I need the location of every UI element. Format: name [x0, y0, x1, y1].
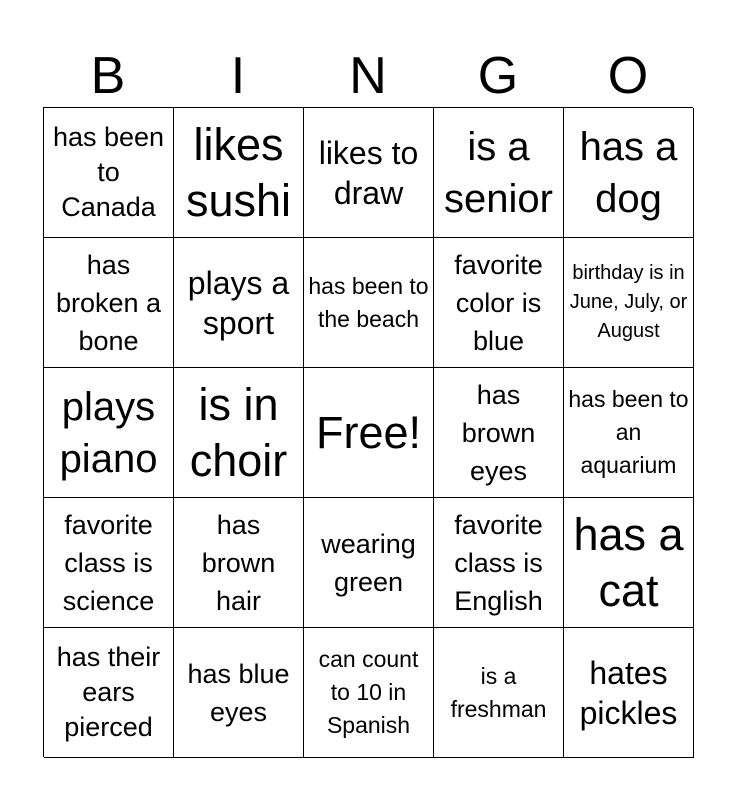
bingo-cell[interactable]: [304, 628, 434, 758]
bingo-cell[interactable]: [434, 368, 564, 498]
bingo-cell[interactable]: [174, 498, 304, 628]
bingo-grid: [43, 107, 693, 757]
cell-text: has been to the beach: [308, 272, 429, 332]
bingo-cell[interactable]: [564, 498, 694, 628]
bingo-cell[interactable]: [304, 498, 434, 628]
bingo-cell[interactable]: [434, 108, 564, 238]
bingo-cell[interactable]: [434, 628, 564, 758]
cell-text: has their ears pierced: [56, 642, 161, 742]
bingo-cell free-space[interactable]: [304, 368, 434, 498]
header-letter-g: G: [477, 47, 519, 105]
cell-text: plays piano: [59, 384, 158, 481]
cell-text: can count to 10 in Spanish: [318, 646, 419, 738]
cell-text: has brown hair: [201, 509, 276, 616]
cell-text: favorite class is English: [454, 509, 543, 616]
bingo-cell[interactable]: [564, 108, 694, 238]
bingo-cell[interactable]: [44, 238, 174, 368]
bingo-cell[interactable]: [564, 238, 694, 368]
cell-text: is in choir: [189, 378, 288, 486]
cell-text: likes sushi: [185, 118, 292, 226]
header-letter-o: O: [607, 47, 649, 105]
cell-text: is a freshman: [450, 662, 547, 722]
cell-text: hates pickles: [579, 654, 678, 731]
bingo-cell[interactable]: [174, 108, 304, 238]
bingo-cell[interactable]: [564, 628, 694, 758]
header-letter-b: B: [90, 47, 126, 105]
bingo-header: [43, 46, 693, 106]
bingo-cell[interactable]: [434, 498, 564, 628]
free-space-text: Free!: [315, 406, 422, 458]
cell-text: has brown eyes: [461, 379, 536, 486]
cell-text: plays a sport: [187, 264, 290, 341]
cell-text: wearing green: [321, 528, 416, 597]
bingo-cell[interactable]: [564, 368, 694, 498]
bingo-cell[interactable]: [174, 368, 304, 498]
bingo-cell[interactable]: [304, 108, 434, 238]
cell-text: has been to an aquarium: [568, 386, 689, 478]
cell-text: has broken a bone: [55, 249, 162, 356]
cell-text: likes to draw: [318, 134, 419, 211]
bingo-cell[interactable]: [304, 238, 434, 368]
cell-text: has a dog: [579, 124, 678, 221]
cell-text: birthday is in June, July, or August: [569, 262, 688, 342]
bingo-cell[interactable]: [174, 238, 304, 368]
cell-text: has blue eyes: [187, 658, 290, 727]
cell-text: favorite class is science: [62, 509, 155, 616]
cell-text: has a cat: [573, 508, 684, 616]
header-letter-n: N: [349, 47, 387, 105]
bingo-cell[interactable]: [434, 238, 564, 368]
bingo-cell[interactable]: [44, 368, 174, 498]
bingo-cell[interactable]: [174, 628, 304, 758]
cell-text: favorite color is blue: [454, 249, 543, 356]
cell-text: has been to Canada: [52, 122, 165, 222]
bingo-cell[interactable]: [44, 108, 174, 238]
bingo-cell[interactable]: [44, 498, 174, 628]
cell-text: is a senior: [444, 124, 553, 221]
header-letter-i: I: [230, 47, 246, 105]
bingo-cell[interactable]: [44, 628, 174, 758]
